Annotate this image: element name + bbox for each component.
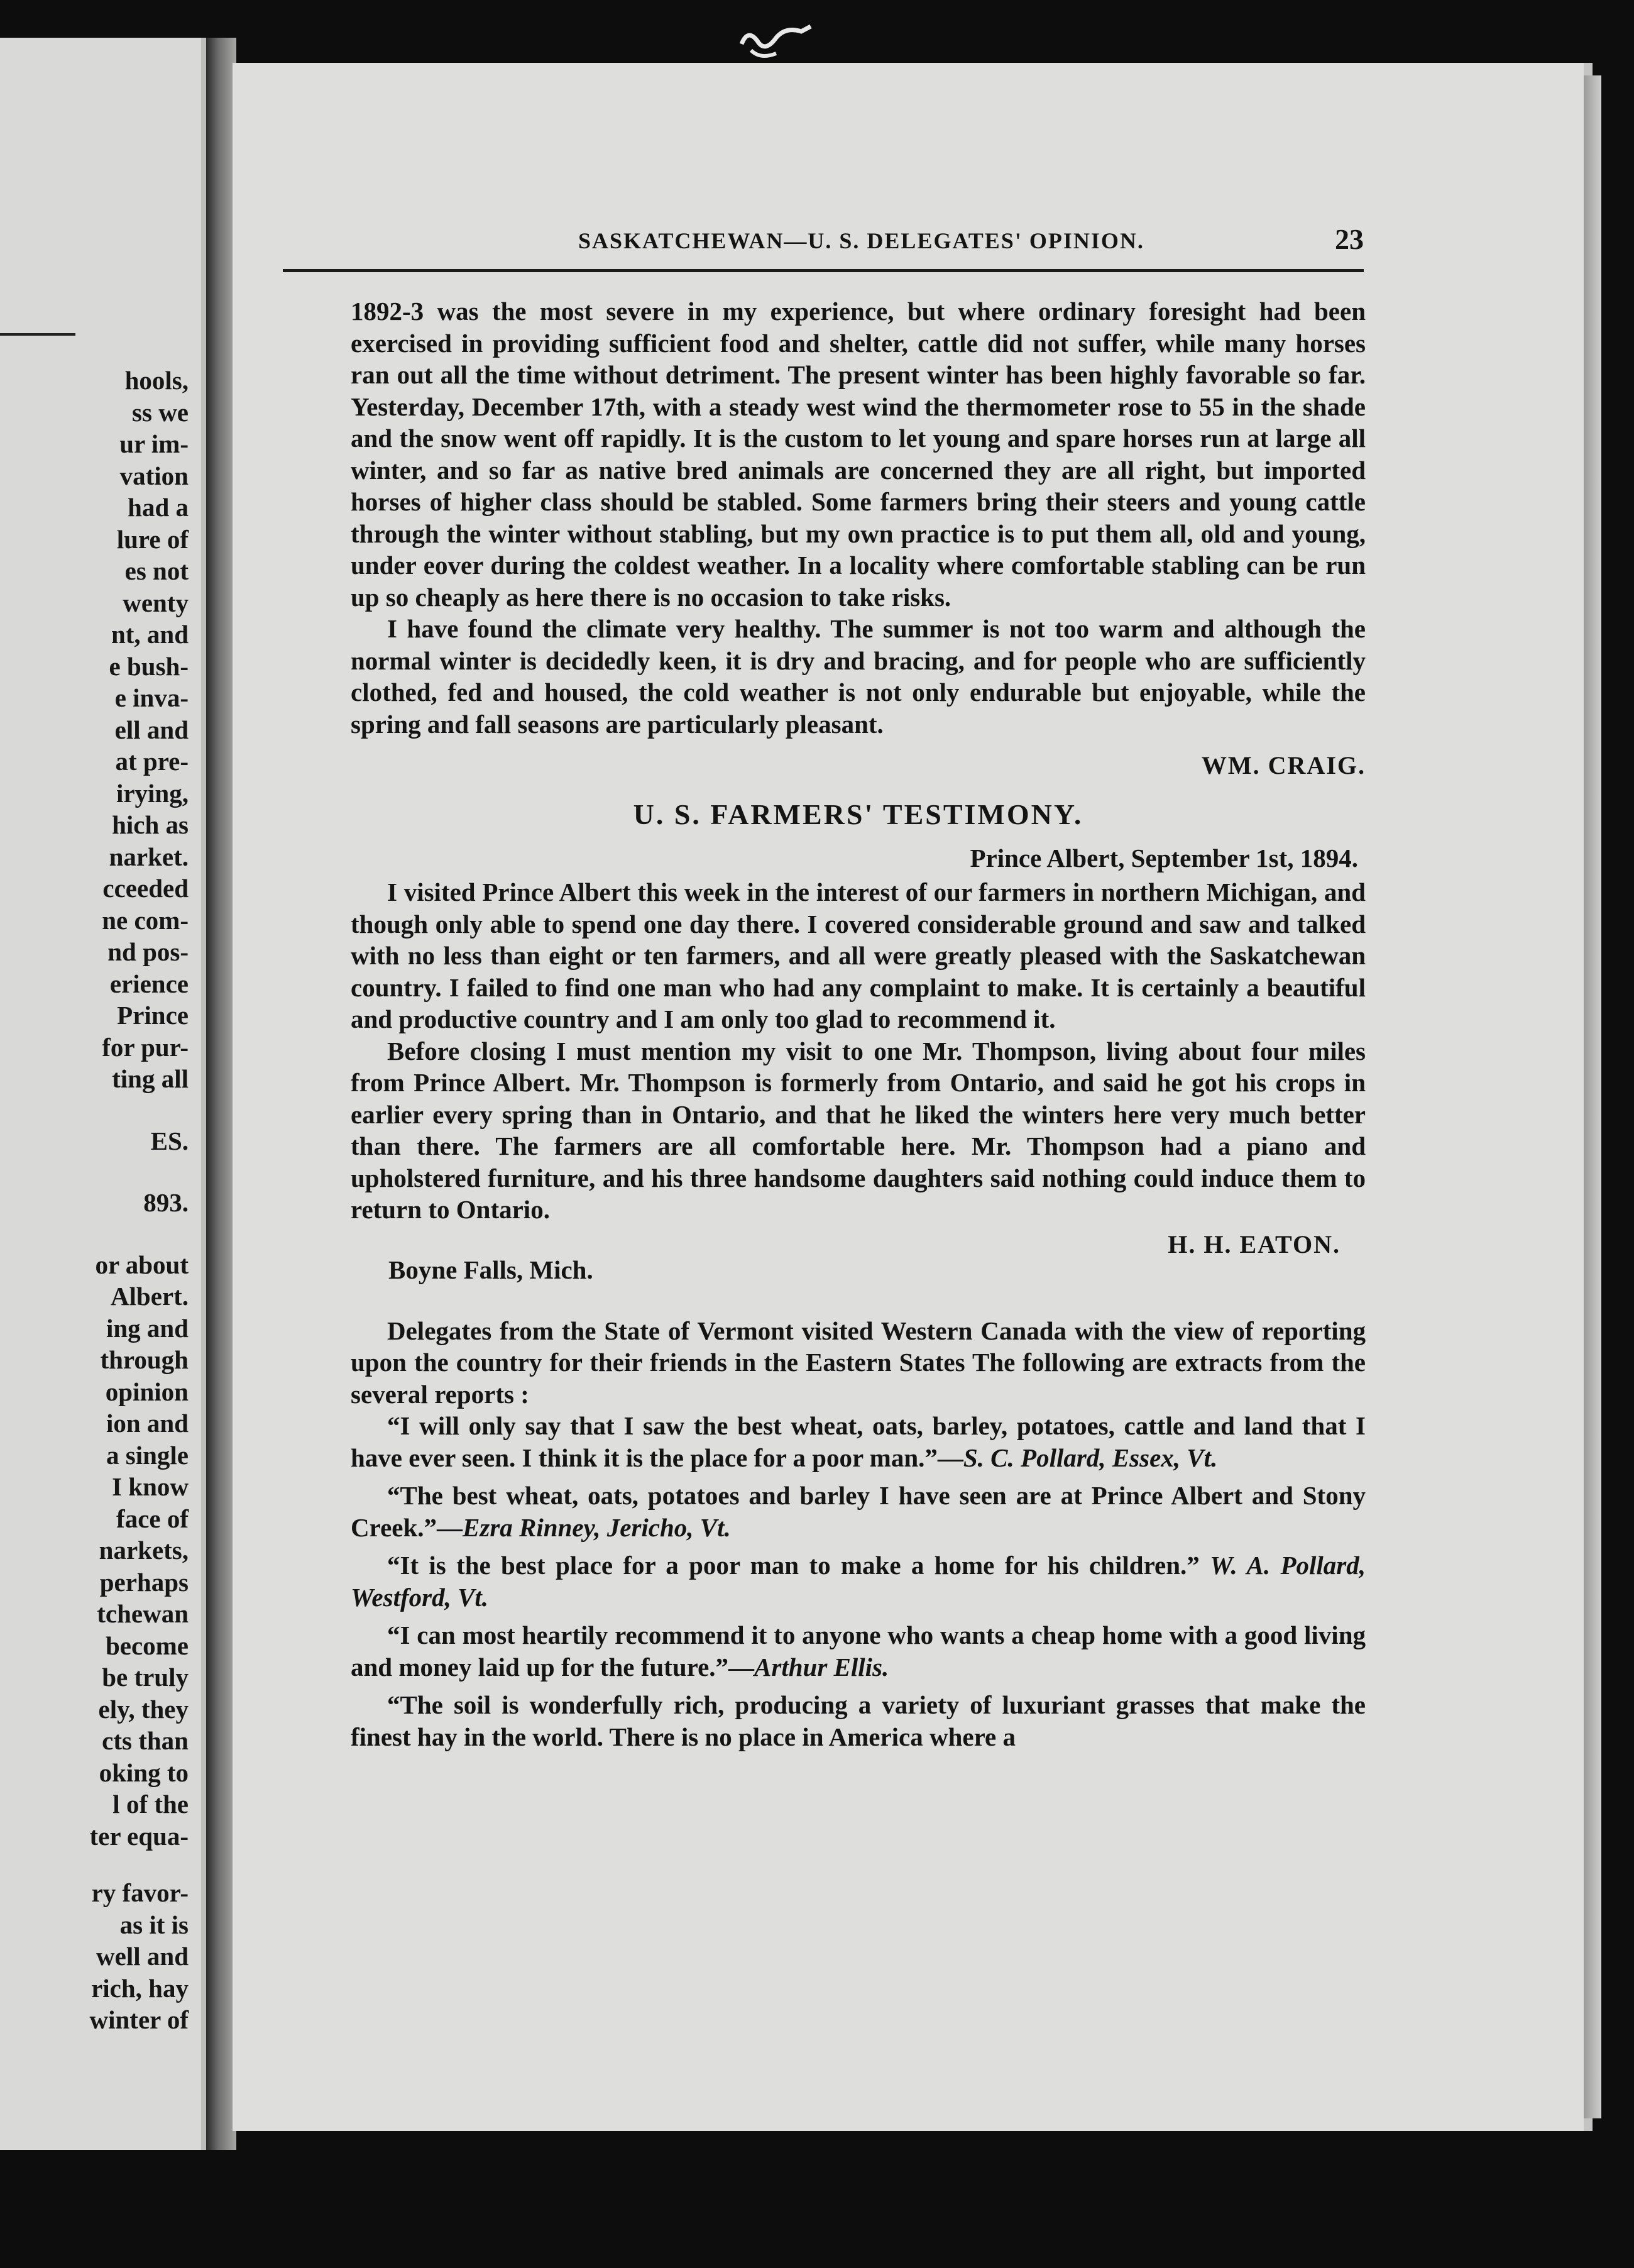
eaton-paragraph-2: Before closing I must mention my visit to one Mr. Thompson, living about four miles from Prince Albert. Mr. Thompson is formerly from Ontario, and said he got his crops in earlier every spring than in Ontario, and that he liked the winters here very much better than there. The farmers are all comfortable here. Mr. Thompson had a piano and upholstered furniture, and his three handsome daughters said nothing could induce them to return to Ontario. <box>351 1036 1366 1224</box>
facing-page-line: ry favor- <box>91 1878 189 1907</box>
facing-page-line: Albert. <box>110 1282 189 1311</box>
facing-page-line: as it is <box>119 1910 189 1939</box>
vermont-quotes <box>351 1410 1366 1753</box>
facing-page-line: ely, they <box>98 1694 189 1724</box>
craig-paragraph-1: 1892-3 was the most severe in my experience, but where ordinary foresight had been exercised in providing sufficient food and shelter, cattle did not suffer, while many horses ran out all the time without detriment. The present winter has been highly favorable so far. Yesterday, December 17th, with a steady west wind the thermometer rose to 55 in the shade and the snow went off rapidly. It is the custom to let young and spare horses run at large all winter, and so far as native bred animals are concerned they are all right, but imported horses of higher class should be stabled. Some farmers bring their steers and young cattle through the winter without stabling, but my own practice is to put them all, old and young, under eover during the coldest weather. In a locality where comfortable stabling can be run up so cheaply as here there is no occasion to take risks. <box>351 297 1366 612</box>
quote-attribution: Arthur Ellis. <box>754 1652 889 1682</box>
facing-page-line: ell and <box>114 715 189 744</box>
facing-page-line: perhaps <box>99 1567 189 1597</box>
facing-page-line: 893. <box>143 1188 189 1217</box>
quote-text: “I can most heartily recommend it to anyone who wants a cheap home with a good living and money laid up for the future.”— <box>351 1621 1366 1682</box>
facing-page-line: ne com- <box>102 905 189 935</box>
eaton-signature: H. H. EATON. <box>1168 1230 1341 1258</box>
quote-1 <box>351 1410 1366 1473</box>
facing-page-line: nd pos- <box>107 937 189 966</box>
quote-text: “The best wheat, oats, potatoes and barley I have seen are at Prince Albert and Stony Creek.”— <box>351 1481 1366 1542</box>
page-edge <box>1584 75 1601 2118</box>
section-heading: U. S. FARMERS' TESTIMONY. <box>633 798 1083 830</box>
eaton-signature-block <box>351 1230 1366 1292</box>
facing-page-line: a single <box>106 1440 189 1470</box>
facing-page-line: opinion <box>105 1377 189 1406</box>
eaton-place: Boyne Falls, Mich. <box>388 1255 593 1284</box>
facing-page-line: e inva- <box>114 683 189 712</box>
quote-attribution: Ezra Rinney, Jericho, Vt. <box>463 1512 731 1542</box>
quote-3 <box>351 1550 1366 1613</box>
facing-page-line: nt, and <box>111 620 189 649</box>
eaton-paragraph-1: I visited Prince Albert this week in the interest of our farmers in northern Michigan, and though only able to spend one day there. I covered considerable ground and saw and talked with no less than eight or ten farmers, and all were greatly pleased with the Saskatchewan country. I failed to find one man who had any complaint to make. It is certainly a beautiful and productive country and I am only too glad to recommend it. <box>351 878 1366 1033</box>
facing-page-line: ing and <box>106 1313 189 1343</box>
craig-paragraph-2: I have found the climate very healthy. The summer is not too warm and although the normal winter is decidedly keen, it is dry and bracing, and for people who are sufficiently clothed, fed and housed, the cold weather is not only endurable but enjoyable, while the spring and fall seasons are particularly pleasant. <box>351 614 1366 739</box>
facing-page-line: hich as <box>112 810 189 839</box>
facing-page-line: ss we <box>132 397 189 427</box>
header-rule <box>283 269 1364 272</box>
dateline: Prince Albert, September 1st, 1894. <box>970 844 1358 873</box>
facing-page-line: Prince <box>117 1001 189 1030</box>
facing-page-line: at pre- <box>115 747 189 776</box>
vermont-intro: Delegates from the State of Vermont visited Western Canada with the view of reporting upon the country for their friends in the Eastern States The following are extracts from the several reports : <box>351 1316 1366 1409</box>
facing-page-line: for pur- <box>102 1032 189 1062</box>
facing-page-line: I know <box>112 1472 189 1501</box>
book-gutter <box>206 38 236 2150</box>
facing-page-line: ting all <box>112 1064 189 1093</box>
facing-page-line: face of <box>116 1504 189 1533</box>
facing-page-line: lure of <box>116 524 189 554</box>
facing-page-line: hools, <box>124 366 189 395</box>
facing-page-line: cceeded <box>102 874 189 903</box>
facing-page-line: e bush- <box>109 651 189 681</box>
facing-page-line: es not <box>124 556 189 585</box>
ink-mark-icon <box>729 19 823 69</box>
facing-page-line: through <box>100 1345 189 1374</box>
facing-page-line: ES. <box>150 1126 189 1155</box>
facing-page-line: wenty <box>123 588 189 617</box>
facing-page-line: be truly <box>102 1663 189 1692</box>
facing-page-text <box>0 365 189 2036</box>
facing-page-line: ion and <box>106 1409 189 1438</box>
page-header <box>339 220 1370 264</box>
quote-text: “The soil is wonderfully rich, producing a variety of luxuriant grasses that make the finest hay in the world. There is no place in America where a <box>351 1690 1366 1751</box>
quote-text: “It is the best place for a poor man to make a home for his children.” <box>387 1551 1200 1580</box>
facing-page-line: oking to <box>99 1758 189 1787</box>
facing-page-line: narkets, <box>99 1536 189 1565</box>
facing-page-line: erience <box>109 969 189 998</box>
facing-page-line: cts than <box>102 1726 189 1755</box>
facing-page-rule <box>0 333 75 336</box>
facing-page-line: or about <box>95 1250 189 1279</box>
facing-page-fragment <box>0 38 206 2150</box>
quote-2 <box>351 1480 1366 1543</box>
facing-page-line: ter equa- <box>89 1821 189 1851</box>
facing-page-line: ur im- <box>119 429 189 458</box>
facing-page-line: irying, <box>116 778 189 808</box>
quote-text: “I will only say that I saw the best wheat, oats, barley, potatoes, cattle and land that I have ever seen. I think it is the place for a poor man.”— <box>351 1411 1366 1472</box>
page-body <box>351 295 1366 1753</box>
quote-4 <box>351 1619 1366 1683</box>
facing-page-line: rich, hay <box>91 1973 189 2003</box>
running-head: SASKATCHEWAN—U. S. DELEGATES' OPINION. <box>578 228 1144 253</box>
facing-page-line: winter of <box>89 2005 189 2034</box>
craig-signature: WM. CRAIG. <box>1201 751 1366 779</box>
facing-page-line: narket. <box>109 842 189 871</box>
quote-attribution: S. C. Pollard, Essex, Vt. <box>963 1443 1218 1472</box>
quote-attribution: W. A. Pollard, Westford, Vt. <box>351 1551 1366 1612</box>
facing-page-line: l of the <box>112 1790 189 1819</box>
facing-page-line: become <box>105 1631 189 1660</box>
facing-page-line: vation <box>119 461 189 490</box>
quote-5 <box>351 1689 1366 1753</box>
facing-page-line: well and <box>96 1942 189 1971</box>
facing-page-line: tchewan <box>97 1599 189 1628</box>
page-number: 23 <box>1335 223 1364 255</box>
facing-page-line: had a <box>128 493 189 522</box>
